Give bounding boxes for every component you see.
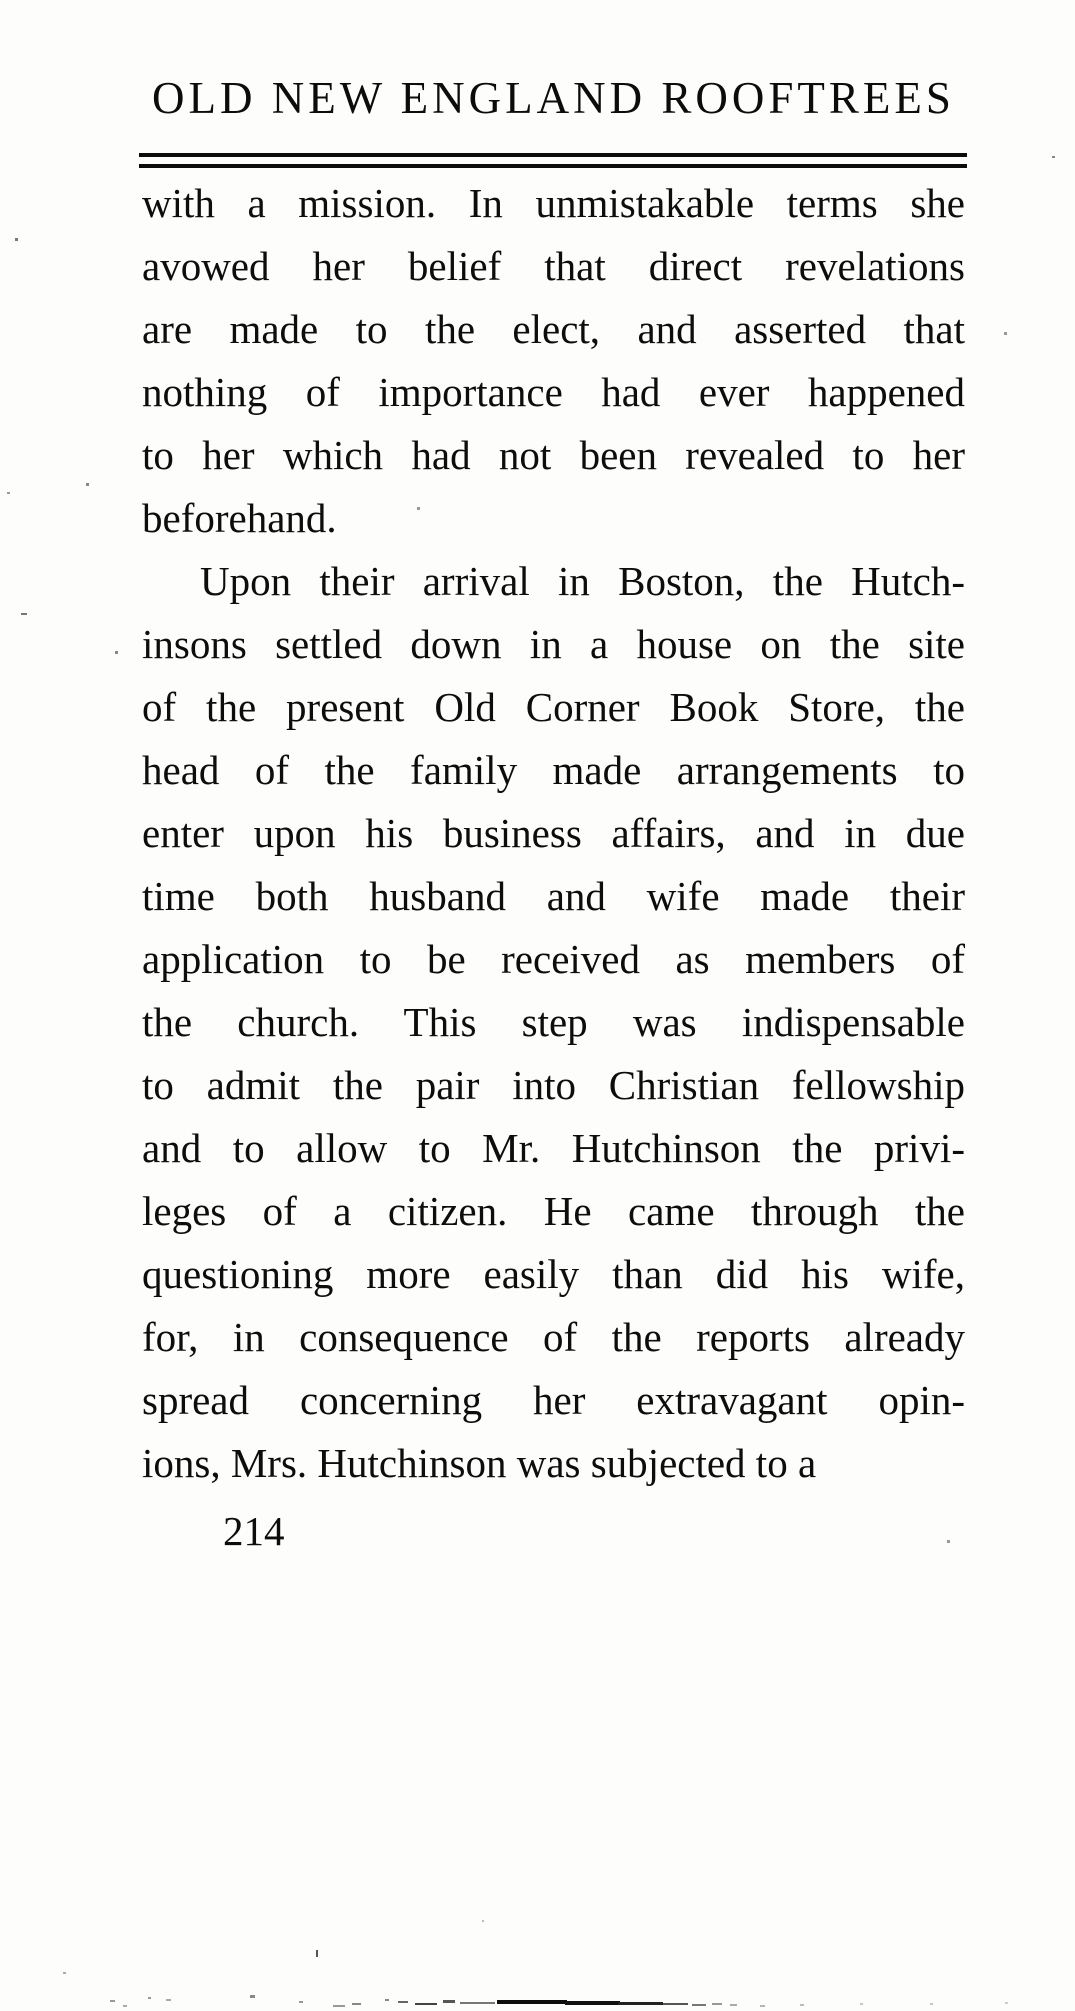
- scan-speck: [482, 1920, 484, 1922]
- scan-speck: [760, 2005, 765, 2007]
- body-text-line: are made to the elect, and asserted that: [142, 306, 965, 352]
- scan-speck: [316, 1950, 318, 1957]
- scan-speck: [417, 507, 420, 510]
- body-text-line: avowed her belief that direct revelations: [142, 243, 965, 289]
- body-text-line: spread concerning her extravagant opin-: [142, 1377, 965, 1423]
- scan-speck: [110, 2000, 115, 2002]
- scan-speck: [730, 2004, 737, 2006]
- body-text-line: time both husband and wife made their: [142, 873, 965, 919]
- scan-speck: [250, 1995, 255, 1998]
- scan-speck: [385, 1999, 389, 2001]
- body-text-line: and to allow to Mr. Hutchinson the privi-: [142, 1125, 965, 1171]
- scan-speck: [1052, 156, 1055, 158]
- scan-speck: [7, 492, 10, 494]
- body-text-line: enter upon his business affairs, and in due: [142, 810, 965, 856]
- scan-speck: [299, 2001, 303, 2003]
- scan-artifact-dash: [398, 2001, 408, 2003]
- scan-artifact-line: [497, 2000, 567, 2004]
- scan-speck: [166, 1999, 171, 2001]
- scan-artifact-dash: [663, 2003, 688, 2005]
- body-text-line: ions, Mrs. Hutchinson was subjected to a: [142, 1440, 817, 1486]
- scan-speck: [123, 2005, 127, 2007]
- body-text-line: with a mission. In unmistakable terms she: [142, 180, 965, 226]
- scan-speck: [21, 613, 27, 615]
- body-text-line: leges of a citizen. He came through the: [142, 1188, 965, 1234]
- scan-speck: [115, 651, 118, 654]
- scan-speck: [860, 2003, 863, 2005]
- scan-speck: [148, 1997, 151, 1999]
- scan-artifact-dash: [712, 2003, 722, 2005]
- scan-artifact-dash: [443, 2000, 455, 2003]
- scan-speck: [15, 238, 18, 241]
- scan-artifact-dash: [415, 2003, 437, 2005]
- body-text-line: insons settled down in a house on the site: [142, 621, 965, 667]
- running-head-title: OLD NEW ENGLAND ROOFTREES: [152, 73, 955, 123]
- scan-speck: [930, 2003, 933, 2005]
- scan-artifact-dash: [460, 2002, 495, 2004]
- scan-speck: [63, 1972, 66, 1974]
- body-text-block: [142, 172, 965, 1495]
- body-text-line: beforehand.: [142, 495, 337, 541]
- scan-speck: [1005, 2002, 1008, 2004]
- scan-speck: [352, 2003, 361, 2005]
- body-text-line: of the present Old Corner Book Store, the: [142, 684, 965, 730]
- page-number: 214: [223, 1508, 285, 1554]
- body-text-line: the church. This step was indispensable: [142, 999, 965, 1045]
- body-text-line: questioning more easily than did his wife,: [142, 1251, 965, 1297]
- body-text-line: application to be received as members of: [142, 936, 965, 982]
- body-text-line: to her which had not been revealed to her: [142, 432, 965, 478]
- body-text-line: Upon their arrival in Boston, the Hutch-: [200, 558, 965, 604]
- scan-speck: [947, 1540, 950, 1543]
- header-double-rule: [139, 153, 967, 168]
- scan-artifact-line: [618, 2002, 663, 2005]
- scan-speck: [86, 483, 89, 486]
- body-text-line: to admit the pair into Christian fellowship: [142, 1062, 965, 1108]
- body-text-line: nothing of importance had ever happened: [142, 369, 965, 415]
- scan-artifact-dash: [692, 2004, 706, 2006]
- scan-speck: [333, 2005, 345, 2007]
- body-text-line: head of the family made arrangements to: [142, 747, 965, 793]
- scan-speck: [1004, 332, 1007, 335]
- scan-speck: [800, 2004, 804, 2006]
- body-text-line: for, in consequence of the reports already: [142, 1314, 965, 1360]
- scan-artifact-line: [565, 2001, 620, 2005]
